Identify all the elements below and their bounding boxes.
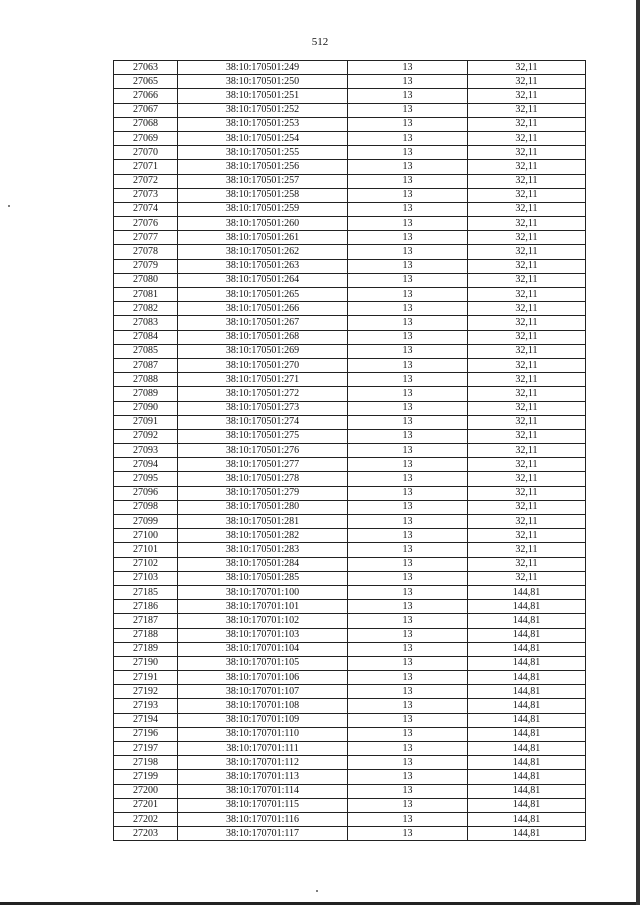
table-row: [114, 642, 586, 656]
count-cell: 13: [348, 812, 468, 826]
cadastral-number-cell: 38:10:170501:276: [178, 444, 348, 458]
count-cell: 13: [348, 316, 468, 330]
count-cell: 13: [348, 131, 468, 145]
row-number-cell: 27065: [114, 75, 178, 89]
value-cell: 144,81: [468, 713, 586, 727]
value-cell: 32,11: [468, 330, 586, 344]
value-cell: 32,11: [468, 344, 586, 358]
table-row: [114, 259, 586, 273]
row-number-cell: 27079: [114, 259, 178, 273]
cadastral-number-cell: 38:10:170701:110: [178, 727, 348, 741]
count-cell: 13: [348, 600, 468, 614]
cadastral-number-cell: 38:10:170501:262: [178, 245, 348, 259]
value-cell: 32,11: [468, 373, 586, 387]
table-row: [114, 358, 586, 372]
row-number-cell: 27083: [114, 316, 178, 330]
row-number-cell: 27200: [114, 784, 178, 798]
row-number-cell: 27072: [114, 174, 178, 188]
table-row: [114, 231, 586, 245]
count-cell: 13: [348, 529, 468, 543]
cadastral-number-cell: 38:10:170501:252: [178, 103, 348, 117]
value-cell: 144,81: [468, 685, 586, 699]
cadastral-number-cell: 38:10:170501:266: [178, 302, 348, 316]
count-cell: 13: [348, 75, 468, 89]
value-cell: 32,11: [468, 103, 586, 117]
cadastral-number-cell: 38:10:170701:103: [178, 628, 348, 642]
cadastral-number-cell: 38:10:170501:268: [178, 330, 348, 344]
cadastral-number-cell: 38:10:170501:281: [178, 515, 348, 529]
table-row: [114, 727, 586, 741]
row-number-cell: 27191: [114, 671, 178, 685]
table-row: [114, 585, 586, 599]
row-number-cell: 27192: [114, 685, 178, 699]
table-row: [114, 344, 586, 358]
row-number-cell: 27087: [114, 358, 178, 372]
count-cell: 13: [348, 202, 468, 216]
table-row: [114, 330, 586, 344]
table-row: [114, 458, 586, 472]
cadastral-number-cell: 38:10:170501:271: [178, 373, 348, 387]
table-row: [114, 373, 586, 387]
row-number-cell: 27186: [114, 600, 178, 614]
cadastral-number-cell: 38:10:170501:258: [178, 188, 348, 202]
count-cell: 13: [348, 671, 468, 685]
table-row: [114, 784, 586, 798]
cadastral-number-cell: 38:10:170701:117: [178, 827, 348, 841]
value-cell: 32,11: [468, 61, 586, 75]
count-cell: 13: [348, 444, 468, 458]
value-cell: 32,11: [468, 259, 586, 273]
cadastral-number-cell: 38:10:170501:272: [178, 387, 348, 401]
table-row: [114, 614, 586, 628]
table-row: [114, 529, 586, 543]
cadastral-number-cell: 38:10:170501:279: [178, 486, 348, 500]
cadastral-number-cell: 38:10:170501:282: [178, 529, 348, 543]
count-cell: 13: [348, 273, 468, 287]
value-cell: 32,11: [468, 571, 586, 585]
row-number-cell: 27063: [114, 61, 178, 75]
cadastral-number-cell: 38:10:170501:254: [178, 131, 348, 145]
cadastral-number-cell: 38:10:170701:112: [178, 756, 348, 770]
count-cell: 13: [348, 798, 468, 812]
row-number-cell: 27084: [114, 330, 178, 344]
cadastral-number-cell: 38:10:170501:280: [178, 500, 348, 514]
count-cell: 13: [348, 614, 468, 628]
cadastral-number-cell: 38:10:170501:253: [178, 117, 348, 131]
table-row: [114, 713, 586, 727]
count-cell: 13: [348, 89, 468, 103]
table-row: [114, 656, 586, 670]
value-cell: 32,11: [468, 89, 586, 103]
row-number-cell: 27070: [114, 146, 178, 160]
cadastral-number-cell: 38:10:170701:109: [178, 713, 348, 727]
row-number-cell: 27100: [114, 529, 178, 543]
count-cell: 13: [348, 103, 468, 117]
value-cell: 32,11: [468, 316, 586, 330]
value-cell: 32,11: [468, 472, 586, 486]
count-cell: 13: [348, 259, 468, 273]
cadastral-number-cell: 38:10:170501:283: [178, 543, 348, 557]
cadastral-number-cell: 38:10:170501:277: [178, 458, 348, 472]
table-row: [114, 61, 586, 75]
row-number-cell: 27080: [114, 273, 178, 287]
table-row: [114, 742, 586, 756]
table-row: [114, 146, 586, 160]
count-cell: 13: [348, 188, 468, 202]
table-row: [114, 756, 586, 770]
table-row: [114, 401, 586, 415]
table-row: [114, 415, 586, 429]
row-number-cell: 27071: [114, 160, 178, 174]
row-number-cell: 27090: [114, 401, 178, 415]
row-number-cell: 27103: [114, 571, 178, 585]
row-number-cell: 27194: [114, 713, 178, 727]
row-number-cell: 27074: [114, 202, 178, 216]
row-number-cell: 27193: [114, 699, 178, 713]
count-cell: 13: [348, 500, 468, 514]
cadastral-number-cell: 38:10:170701:104: [178, 642, 348, 656]
count-cell: 13: [348, 656, 468, 670]
page-number: 512: [311, 36, 329, 48]
row-number-cell: 27098: [114, 500, 178, 514]
table-row: [114, 160, 586, 174]
count-cell: 13: [348, 515, 468, 529]
cadastral-number-cell: 38:10:170501:249: [178, 61, 348, 75]
value-cell: 32,11: [468, 217, 586, 231]
scan-right-edge: [636, 0, 640, 905]
value-cell: 32,11: [468, 302, 586, 316]
row-number-cell: 27196: [114, 727, 178, 741]
table-row: [114, 557, 586, 571]
value-cell: 32,11: [468, 401, 586, 415]
cadastral-number-cell: 38:10:170701:114: [178, 784, 348, 798]
table-row: [114, 75, 586, 89]
value-cell: 32,11: [468, 288, 586, 302]
row-number-cell: 27185: [114, 585, 178, 599]
cadastral-number-cell: 38:10:170701:115: [178, 798, 348, 812]
value-cell: 144,81: [468, 614, 586, 628]
cadastral-number-cell: 38:10:170501:278: [178, 472, 348, 486]
row-number-cell: 27092: [114, 429, 178, 443]
cadastral-number-cell: 38:10:170701:108: [178, 699, 348, 713]
cadastral-number-cell: 38:10:170701:101: [178, 600, 348, 614]
value-cell: 32,11: [468, 245, 586, 259]
count-cell: 13: [348, 642, 468, 656]
table-row: [114, 316, 586, 330]
row-number-cell: 27096: [114, 486, 178, 500]
cadastral-number-cell: 38:10:170501:265: [178, 288, 348, 302]
count-cell: 13: [348, 727, 468, 741]
table-row: [114, 827, 586, 841]
table-row: [114, 770, 586, 784]
count-cell: 13: [348, 429, 468, 443]
count-cell: 13: [348, 571, 468, 585]
count-cell: 13: [348, 742, 468, 756]
row-number-cell: 27198: [114, 756, 178, 770]
row-number-cell: 27078: [114, 245, 178, 259]
value-cell: 32,11: [468, 231, 586, 245]
row-number-cell: 27188: [114, 628, 178, 642]
table-row: [114, 217, 586, 231]
count-cell: 13: [348, 61, 468, 75]
table-row: [114, 429, 586, 443]
row-number-cell: 27088: [114, 373, 178, 387]
table-row: [114, 600, 586, 614]
row-number-cell: 27187: [114, 614, 178, 628]
cadastral-number-cell: 38:10:170501:263: [178, 259, 348, 273]
count-cell: 13: [348, 358, 468, 372]
value-cell: 144,81: [468, 600, 586, 614]
table-row: [114, 798, 586, 812]
cadastral-number-cell: 38:10:170501:257: [178, 174, 348, 188]
row-number-cell: 27069: [114, 131, 178, 145]
count-cell: 13: [348, 543, 468, 557]
table-row: [114, 486, 586, 500]
row-number-cell: 27102: [114, 557, 178, 571]
value-cell: 144,81: [468, 742, 586, 756]
cadastral-number-cell: 38:10:170501:274: [178, 415, 348, 429]
value-cell: 32,11: [468, 429, 586, 443]
value-cell: 144,81: [468, 798, 586, 812]
table-row: [114, 117, 586, 131]
table-row: [114, 699, 586, 713]
row-number-cell: 27095: [114, 472, 178, 486]
table-row: [114, 174, 586, 188]
table-row: [114, 103, 586, 117]
value-cell: 32,11: [468, 146, 586, 160]
table-row: [114, 472, 586, 486]
table-row: [114, 89, 586, 103]
row-number-cell: 27066: [114, 89, 178, 103]
cadastral-number-cell: 38:10:170501:270: [178, 358, 348, 372]
count-cell: 13: [348, 146, 468, 160]
count-cell: 13: [348, 117, 468, 131]
row-number-cell: 27203: [114, 827, 178, 841]
count-cell: 13: [348, 486, 468, 500]
count-cell: 13: [348, 373, 468, 387]
count-cell: 13: [348, 713, 468, 727]
row-number-cell: 27091: [114, 415, 178, 429]
table-row: [114, 302, 586, 316]
table-row: [114, 571, 586, 585]
value-cell: 32,11: [468, 188, 586, 202]
cadastral-number-cell: 38:10:170701:106: [178, 671, 348, 685]
value-cell: 32,11: [468, 174, 586, 188]
cadastral-number-cell: 38:10:170701:113: [178, 770, 348, 784]
value-cell: 32,11: [468, 444, 586, 458]
value-cell: 144,81: [468, 812, 586, 826]
count-cell: 13: [348, 585, 468, 599]
cadastral-number-cell: 38:10:170501:267: [178, 316, 348, 330]
table-row: [114, 273, 586, 287]
value-cell: 32,11: [468, 358, 586, 372]
count-cell: 13: [348, 685, 468, 699]
count-cell: 13: [348, 784, 468, 798]
count-cell: 13: [348, 160, 468, 174]
table-row: [114, 288, 586, 302]
table-row: [114, 812, 586, 826]
cadastral-number-cell: 38:10:170501:251: [178, 89, 348, 103]
row-number-cell: 27076: [114, 217, 178, 231]
value-cell: 32,11: [468, 486, 586, 500]
row-number-cell: 27101: [114, 543, 178, 557]
value-cell: 144,81: [468, 656, 586, 670]
value-cell: 32,11: [468, 160, 586, 174]
table-row: [114, 188, 586, 202]
scan-speck: [8, 205, 10, 207]
row-number-cell: 27197: [114, 742, 178, 756]
row-number-cell: 27201: [114, 798, 178, 812]
cadastral-number-cell: 38:10:170501:256: [178, 160, 348, 174]
value-cell: 32,11: [468, 387, 586, 401]
row-number-cell: 27099: [114, 515, 178, 529]
cadastral-table: [113, 60, 586, 841]
table-row: [114, 628, 586, 642]
cadastral-number-cell: 38:10:170501:261: [178, 231, 348, 245]
count-cell: 13: [348, 472, 468, 486]
row-number-cell: 27085: [114, 344, 178, 358]
count-cell: 13: [348, 387, 468, 401]
value-cell: 32,11: [468, 458, 586, 472]
value-cell: 32,11: [468, 500, 586, 514]
count-cell: 13: [348, 288, 468, 302]
row-number-cell: 27067: [114, 103, 178, 117]
cadastral-number-cell: 38:10:170701:107: [178, 685, 348, 699]
table-row: [114, 515, 586, 529]
cadastral-number-cell: 38:10:170501:255: [178, 146, 348, 160]
row-number-cell: 27202: [114, 812, 178, 826]
table-row: [114, 671, 586, 685]
value-cell: 144,81: [468, 770, 586, 784]
value-cell: 144,81: [468, 628, 586, 642]
value-cell: 144,81: [468, 699, 586, 713]
count-cell: 13: [348, 770, 468, 784]
row-number-cell: 27094: [114, 458, 178, 472]
value-cell: 144,81: [468, 585, 586, 599]
scan-speck: [316, 890, 318, 892]
cadastral-number-cell: 38:10:170501:259: [178, 202, 348, 216]
row-number-cell: 27077: [114, 231, 178, 245]
cadastral-number-cell: 38:10:170501:275: [178, 429, 348, 443]
cadastral-number-cell: 38:10:170501:273: [178, 401, 348, 415]
count-cell: 13: [348, 302, 468, 316]
value-cell: 144,81: [468, 784, 586, 798]
count-cell: 13: [348, 344, 468, 358]
cadastral-number-cell: 38:10:170701:100: [178, 585, 348, 599]
cadastral-number-cell: 38:10:170501:260: [178, 217, 348, 231]
table-row: [114, 444, 586, 458]
row-number-cell: 27190: [114, 656, 178, 670]
value-cell: 32,11: [468, 529, 586, 543]
value-cell: 32,11: [468, 543, 586, 557]
count-cell: 13: [348, 401, 468, 415]
value-cell: 144,81: [468, 642, 586, 656]
value-cell: 32,11: [468, 117, 586, 131]
value-cell: 32,11: [468, 515, 586, 529]
count-cell: 13: [348, 458, 468, 472]
value-cell: 144,81: [468, 727, 586, 741]
count-cell: 13: [348, 827, 468, 841]
value-cell: 32,11: [468, 273, 586, 287]
table-body: [114, 61, 586, 841]
row-number-cell: 27089: [114, 387, 178, 401]
value-cell: 32,11: [468, 75, 586, 89]
count-cell: 13: [348, 231, 468, 245]
row-number-cell: 27082: [114, 302, 178, 316]
value-cell: 32,11: [468, 557, 586, 571]
row-number-cell: 27199: [114, 770, 178, 784]
value-cell: 32,11: [468, 202, 586, 216]
table-row: [114, 543, 586, 557]
cadastral-number-cell: 38:10:170501:284: [178, 557, 348, 571]
cadastral-number-cell: 38:10:170701:102: [178, 614, 348, 628]
value-cell: 32,11: [468, 131, 586, 145]
table-row: [114, 202, 586, 216]
row-number-cell: 27073: [114, 188, 178, 202]
table-row: [114, 387, 586, 401]
row-number-cell: 27068: [114, 117, 178, 131]
row-number-cell: 27189: [114, 642, 178, 656]
value-cell: 144,81: [468, 671, 586, 685]
cadastral-number-cell: 38:10:170501:250: [178, 75, 348, 89]
cadastral-number-cell: 38:10:170701:105: [178, 656, 348, 670]
table-row: [114, 500, 586, 514]
count-cell: 13: [348, 557, 468, 571]
row-number-cell: 27081: [114, 288, 178, 302]
value-cell: 144,81: [468, 756, 586, 770]
table-row: [114, 685, 586, 699]
count-cell: 13: [348, 699, 468, 713]
cadastral-number-cell: 38:10:170501:264: [178, 273, 348, 287]
value-cell: 144,81: [468, 827, 586, 841]
count-cell: 13: [348, 756, 468, 770]
count-cell: 13: [348, 330, 468, 344]
count-cell: 13: [348, 174, 468, 188]
cadastral-number-cell: 38:10:170501:285: [178, 571, 348, 585]
cadastral-number-cell: 38:10:170701:116: [178, 812, 348, 826]
count-cell: 13: [348, 217, 468, 231]
cadastral-number-cell: 38:10:170501:269: [178, 344, 348, 358]
table-row: [114, 245, 586, 259]
count-cell: 13: [348, 415, 468, 429]
count-cell: 13: [348, 628, 468, 642]
count-cell: 13: [348, 245, 468, 259]
table-row: [114, 131, 586, 145]
row-number-cell: 27093: [114, 444, 178, 458]
cadastral-number-cell: 38:10:170701:111: [178, 742, 348, 756]
value-cell: 32,11: [468, 415, 586, 429]
